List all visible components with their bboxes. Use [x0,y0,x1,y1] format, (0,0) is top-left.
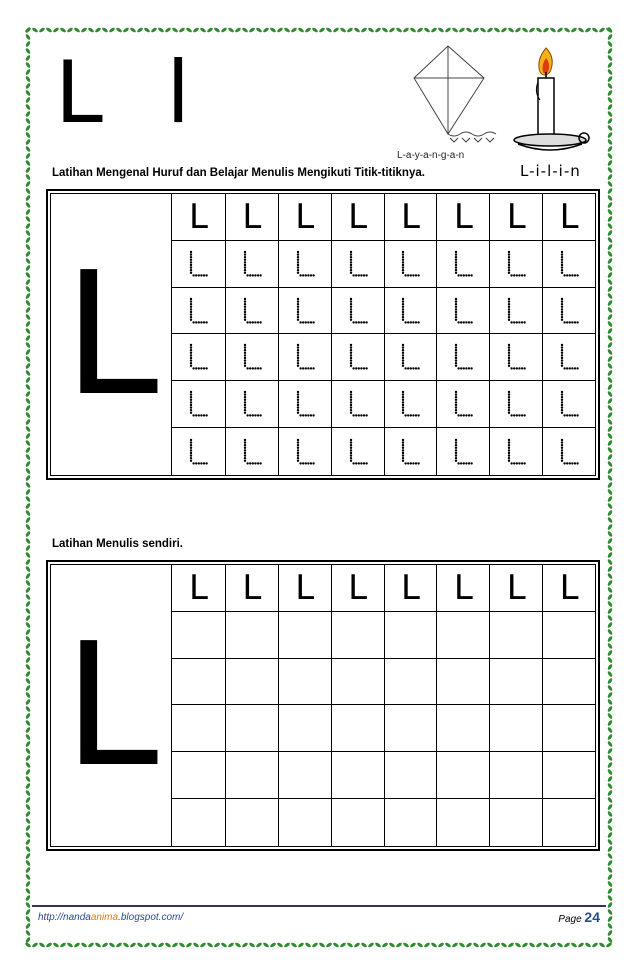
dotted-letter [399,343,421,371]
tracing-cell[interactable] [225,381,278,428]
writing-cell[interactable] [172,612,225,659]
dotted-letter [505,390,527,418]
writing-cell[interactable] [331,705,384,752]
dotted-letter [505,343,527,371]
header-letter: L [436,565,489,612]
tracing-cell[interactable] [489,241,542,288]
dotted-letter [294,297,316,325]
tracing-cell[interactable] [172,241,225,288]
writing-cell[interactable] [331,752,384,799]
writing-cell[interactable] [225,799,278,846]
tracing-cell[interactable] [384,428,437,475]
writing-cell[interactable] [384,705,437,752]
tracing-cell[interactable] [542,241,595,288]
header-letter: L [172,194,225,241]
writing-cell[interactable] [172,659,225,706]
writing-cell[interactable] [542,799,595,846]
tracing-cell[interactable] [225,288,278,335]
dotted-letter [505,250,527,278]
dotted-letter [505,438,527,466]
header-letter: L [172,565,225,612]
dotted-letter [347,250,369,278]
dotted-letter [294,390,316,418]
dotted-letter [187,390,209,418]
dotted-letter [558,343,580,371]
writing-grid [172,565,595,846]
tracing-cell[interactable] [172,288,225,335]
writing-cell[interactable] [172,705,225,752]
header-letter: L [384,565,437,612]
dotted-letter [187,343,209,371]
tracing-cell[interactable] [436,381,489,428]
header-letter: L [436,194,489,241]
dotted-letter [452,343,474,371]
writing-cell[interactable] [225,612,278,659]
big-letter-sample: L [51,565,172,846]
dotted-letter [452,438,474,466]
tracing-cell[interactable] [172,428,225,475]
big-letter-sample: L [51,194,172,475]
writing-cell[interactable] [331,799,384,846]
tracing-cell[interactable] [225,428,278,475]
tracing-cell[interactable] [278,381,331,428]
header-letter: L [489,565,542,612]
tracing-cell[interactable] [542,428,595,475]
dotted-letter [505,297,527,325]
footer-divider [32,905,606,907]
dotted-letter [399,250,421,278]
writing-cell[interactable] [278,705,331,752]
dotted-letter [241,390,263,418]
tracing-cell[interactable] [331,381,384,428]
dotted-letter [187,297,209,325]
writing-cell[interactable] [542,752,595,799]
writing-cell[interactable] [278,612,331,659]
writing-cell[interactable] [542,705,595,752]
writing-cell[interactable] [278,799,331,846]
dotted-letter [241,438,263,466]
dotted-letter [187,250,209,278]
writing-cell[interactable] [489,705,542,752]
tracing-cell[interactable] [384,288,437,335]
page-title: L l [55,43,209,143]
dotted-letter [241,297,263,325]
dotted-letter [347,297,369,325]
dotted-letter [452,297,474,325]
tracing-cell[interactable] [278,334,331,381]
tracing-sheet [46,189,600,480]
header-letter: L [384,194,437,241]
header-letter: L [225,194,278,241]
tracing-cell[interactable] [331,241,384,288]
dotted-letter [347,343,369,371]
tracing-cell[interactable] [172,381,225,428]
tracing-cell[interactable] [436,334,489,381]
dotted-letter [241,250,263,278]
writing-cell[interactable] [384,659,437,706]
kite-label: L-a-y-a-n-g-a-n [397,150,465,161]
writing-cell[interactable] [436,799,489,846]
instruction-tracing: Latihan Mengenal Huruf dan Belajar Menulis Mengikuti Titik-titiknya. [52,167,425,179]
instruction-free-writing: Latihan Menulis sendiri. [52,538,183,550]
writing-cell[interactable] [225,659,278,706]
writing-cell[interactable] [436,659,489,706]
tracing-cell[interactable] [436,428,489,475]
tracing-cell[interactable] [489,288,542,335]
dotted-letter [399,297,421,325]
writing-cell[interactable] [436,705,489,752]
dotted-letter [452,390,474,418]
writing-cell[interactable] [489,799,542,846]
writing-cell[interactable] [384,799,437,846]
dotted-letter [452,250,474,278]
header-letter: L [489,194,542,241]
writing-cell[interactable] [172,799,225,846]
writing-cell[interactable] [489,659,542,706]
dotted-letter [187,438,209,466]
writing-cell[interactable] [542,612,595,659]
tracing-cell[interactable] [331,288,384,335]
dotted-letter [558,250,580,278]
dotted-letter [558,297,580,325]
writing-cell[interactable] [278,752,331,799]
writing-cell[interactable] [436,612,489,659]
writing-cell[interactable] [542,659,595,706]
tracing-cell[interactable] [331,428,384,475]
dotted-letter [347,390,369,418]
header-letter: L [278,194,331,241]
tracing-cell[interactable] [278,241,331,288]
tracing-cell[interactable] [542,288,595,335]
tracing-cell[interactable] [331,334,384,381]
header-letter: L [278,565,331,612]
page-number: Page 24 [558,909,600,925]
tracing-cell[interactable] [225,241,278,288]
writing-sheet [46,560,600,851]
dotted-letter [294,343,316,371]
dotted-letter [294,250,316,278]
dotted-letter [558,438,580,466]
dotted-letter [347,438,369,466]
writing-cell[interactable] [489,612,542,659]
dotted-letter [558,390,580,418]
writing-cell[interactable] [331,659,384,706]
header-letter: L [225,565,278,612]
tracing-cell[interactable] [489,334,542,381]
tracing-cell[interactable] [225,334,278,381]
header-letter: L [542,194,595,241]
dotted-letter [241,343,263,371]
writing-cell[interactable] [384,752,437,799]
tracing-cell[interactable] [436,288,489,335]
tracing-cell[interactable] [436,241,489,288]
tracing-grid [172,194,595,475]
header-letter: L [331,565,384,612]
writing-cell[interactable] [384,612,437,659]
tracing-cell[interactable] [384,334,437,381]
tracing-cell[interactable] [489,428,542,475]
writing-cell[interactable] [172,752,225,799]
tracing-cell[interactable] [278,288,331,335]
writing-cell[interactable] [278,659,331,706]
tracing-cell[interactable] [542,381,595,428]
dotted-letter [399,438,421,466]
tracing-cell[interactable] [489,381,542,428]
tracing-cell[interactable] [542,334,595,381]
writing-cell[interactable] [331,612,384,659]
writing-cell[interactable] [436,752,489,799]
tracing-cell[interactable] [278,428,331,475]
header-letter: L [331,194,384,241]
tracing-cell[interactable] [172,334,225,381]
dotted-letter [294,438,316,466]
candle-icon [510,40,590,160]
dotted-letter [399,390,421,418]
tracing-cell[interactable] [384,381,437,428]
tracing-cell[interactable] [384,241,437,288]
header-letter: L [542,565,595,612]
candle-label: L-i-l-i-n [520,162,581,180]
kite-icon [410,44,500,154]
footer-url[interactable]: http://nandaanima.blogspot.com/ [38,912,184,923]
writing-cell[interactable] [225,705,278,752]
writing-cell[interactable] [489,752,542,799]
writing-cell[interactable] [225,752,278,799]
